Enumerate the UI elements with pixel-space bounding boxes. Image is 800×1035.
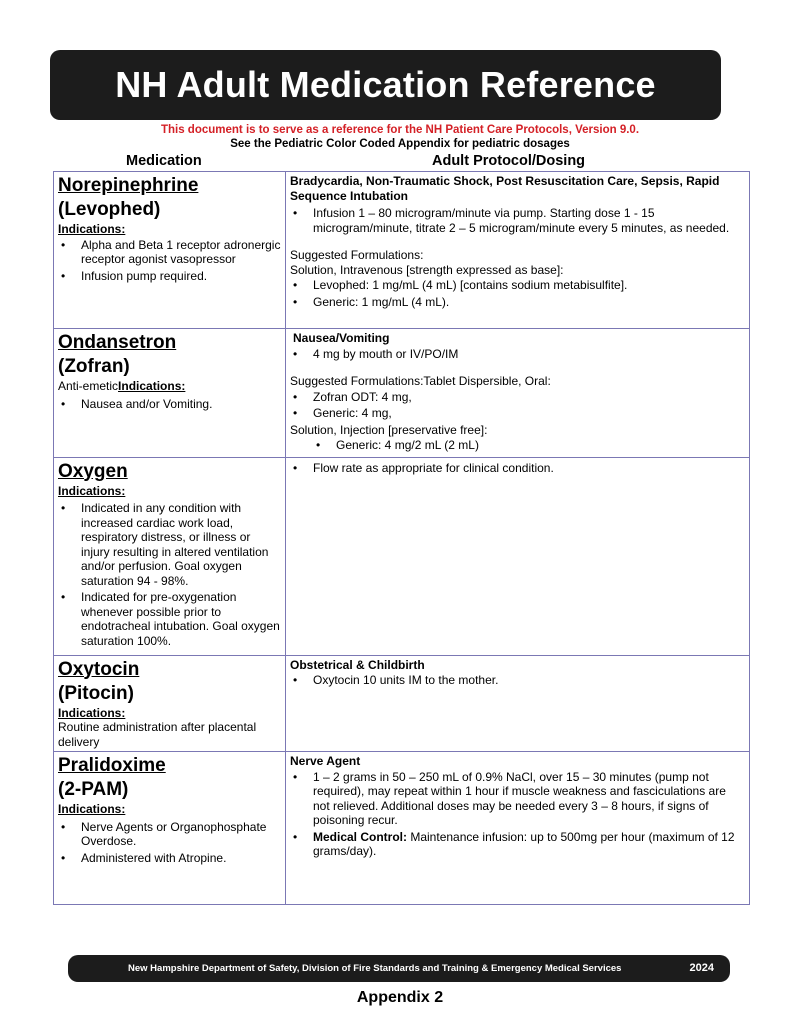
dosing-list	[290, 770, 745, 859]
indication-text: Routine administration after placental delivery	[58, 720, 257, 749]
table-row	[54, 752, 750, 905]
medication-cell	[54, 655, 286, 752]
drug-class-line	[58, 379, 281, 394]
drug-name: Oxygen	[58, 460, 128, 482]
list-item: • Administered with Atropine.	[58, 851, 281, 866]
dosing-column-header: Adult Protocol/Dosing	[432, 153, 586, 169]
medication-cell	[54, 172, 286, 329]
indications-list	[58, 238, 281, 284]
formulations-label: Suggested Formulations:	[290, 248, 424, 262]
list-item: • Generic: 1 mg/mL (4 mL).	[290, 295, 745, 310]
protocol-category: Obstetrical & Childbirth	[290, 657, 425, 672]
dosing-list	[290, 673, 745, 688]
medication-cell	[54, 329, 286, 458]
protocol-notice: This document is to serve as a reference for the NH Patient Care Protocols, Version 9.0.	[160, 124, 640, 136]
list-item: • Infusion pump required.	[58, 269, 281, 284]
drug-brand: (2-PAM)	[58, 779, 129, 800]
list-item	[290, 830, 745, 859]
indications-list	[58, 501, 281, 648]
indications-label: Indications:	[58, 483, 126, 498]
formulations-list	[290, 278, 745, 309]
list-item: • Alpha and Beta 1 receptor adronergic receptor agonist vasopressor	[58, 238, 281, 267]
list-item: • Zofran ODT: 4 mg,	[290, 390, 745, 405]
table-row	[54, 172, 750, 329]
pediatric-note: See the Pediatric Color Coded Appendix for pediatric dosages	[230, 138, 570, 150]
injection-label: Solution, Injection [preservative free]:	[290, 422, 488, 437]
dosing-cell	[286, 655, 750, 752]
footer-bar	[68, 955, 730, 982]
dosing-cell	[286, 752, 750, 905]
protocol-category: Nausea/Vomiting	[293, 331, 390, 345]
list-item: • Infusion 1 – 80 microgram/minute via pump. Starting dose 1 - 15 microgram/minute, titrate 2 – 5 microgram/minute every 5 minutes, as needed.	[290, 206, 745, 235]
dosing-cell	[286, 172, 750, 329]
list-item: • Oxytocin 10 units IM to the mother.	[290, 673, 745, 688]
page-title: NH Adult Medication Reference	[50, 50, 721, 120]
medication-cell	[54, 752, 286, 905]
formulations-list	[290, 390, 745, 421]
drug-name: Ondansetron	[58, 332, 177, 353]
drug-name: Pralidoxime	[58, 755, 166, 776]
appendix-label: Appendix 2	[356, 989, 444, 1006]
medication-column-header: Medication	[126, 153, 202, 169]
medication-cell	[54, 457, 286, 655]
indications-list	[58, 397, 281, 412]
table-row	[54, 457, 750, 655]
list-item: • Nausea and/or Vomiting.	[58, 397, 281, 412]
table-row	[54, 655, 750, 752]
indications-label: Indications:	[58, 222, 126, 236]
dosing-cell	[286, 457, 750, 655]
protocol-category: Bradycardia, Non-Traumatic Shock, Post Resuscitation Care, Sepsis, Rapid Sequence Intubation	[290, 174, 720, 203]
list-item: • Indicated for pre-oxygenation whenever possible prior to endotracheal intubation. Goal oxygen saturation 100%.	[58, 590, 281, 648]
injection-list	[290, 438, 745, 453]
formulation-type: Solution, Intravenous [strength expressed as base]:	[290, 262, 564, 277]
drug-name: Oxytocin	[58, 658, 140, 680]
dosing-list	[290, 347, 745, 362]
indications-list	[58, 820, 281, 866]
protocol-category: Nerve Agent	[290, 754, 361, 768]
drug-name: Norepinephrine	[58, 175, 199, 196]
dosing-list	[290, 206, 745, 235]
list-item: • 1 – 2 grams in 50 – 250 mL of 0.9% NaCl, over 15 – 30 minutes (pump not required), may repeat within 1 hour if muscle weakness and fasciculations are not relieved. Additional doses may be needed every 3 – 8 hours, if signs of poisoning recur.	[290, 770, 745, 828]
footer-year: 2024	[689, 962, 714, 974]
list-item: • 4 mg by mouth or IV/PO/IM	[290, 347, 745, 362]
indications-label: Indications:	[58, 705, 126, 720]
drug-class: Anti-emetic	[58, 379, 119, 393]
medical-control-text: Maintenance infusion: up to 500mg per hour (maximum of 12 grams/day).	[313, 829, 735, 858]
dosing-cell	[286, 329, 750, 458]
footer-text: New Hampshire Department of Safety, Division of Fire Standards and Training & Emergency Medical Services	[128, 963, 622, 974]
medical-control-label: Medical Control:	[313, 829, 408, 844]
indications-label: Indications:	[58, 802, 126, 816]
indications-label: Indications:	[118, 379, 186, 393]
list-item: • Generic: 4 mg,	[290, 406, 745, 421]
formulations-label: Suggested Formulations:Tablet Dispersible, Oral:	[290, 374, 551, 388]
medication-table	[53, 171, 750, 905]
list-item: • Nerve Agents or Organophosphate Overdose.	[58, 820, 281, 849]
drug-brand: (Levophed)	[58, 199, 161, 220]
list-item: • Levophed: 1 mg/mL (4 mL) [contains sodium metabisulfite].	[290, 278, 745, 293]
list-item: • Generic: 4 mg/2 mL (2 mL)	[290, 438, 745, 453]
drug-brand: (Pitocin)	[58, 682, 134, 704]
list-item: • Indicated in any condition with increased cardiac work load, respiratory distress, or illness or injury resulting in altered ventilation and/or perfusion. Goal oxygen saturation 94 - 98%.	[58, 501, 281, 588]
list-item: • Flow rate as appropriate for clinical condition.	[290, 461, 745, 476]
table-row	[54, 329, 750, 458]
drug-brand: (Zofran)	[58, 356, 130, 377]
dosing-list	[290, 461, 745, 476]
